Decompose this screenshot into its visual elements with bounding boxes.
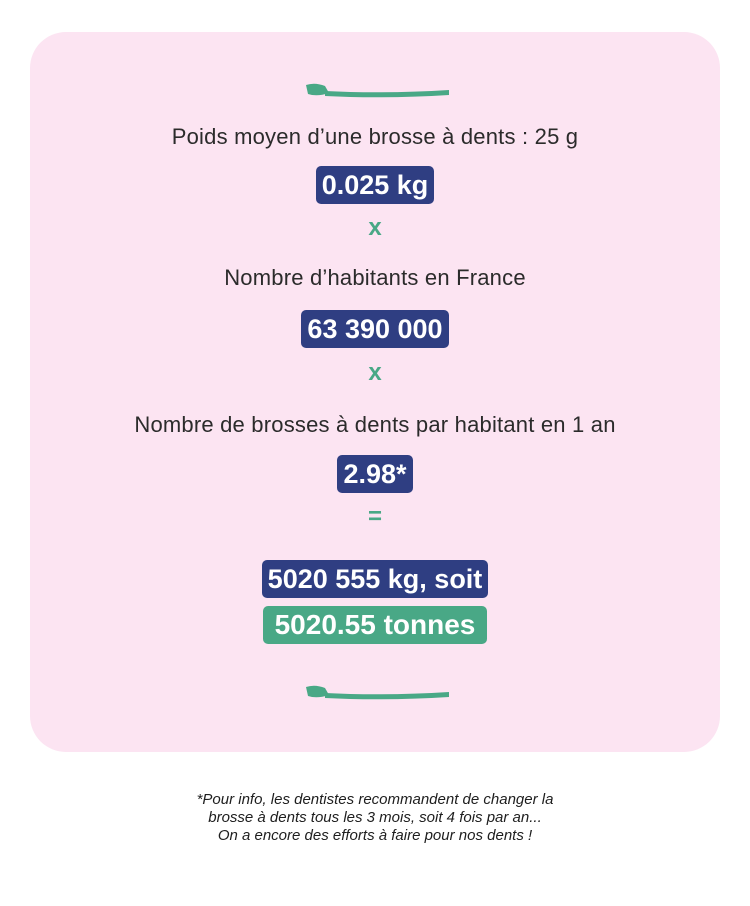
result-tonnes: 5020.55 tonnes <box>263 606 488 644</box>
footnote-line-3: On a encore des efforts à faire pour nos dents ! <box>217 827 533 844</box>
step1-value: 0.025 kg <box>316 166 435 204</box>
result-kg-row <box>0 560 750 598</box>
footnote-line-1: *Pour info, les dentistes recommandent de changer la <box>196 791 554 808</box>
step3-value: 2.98* <box>337 455 412 493</box>
step1-label: Poids moyen d’une brosse à dents : 25 g <box>171 124 579 149</box>
equals-operator: = <box>367 503 382 530</box>
step2-value: 63 390 000 <box>301 310 448 348</box>
step2-value-row <box>0 310 750 348</box>
step3-label: Nombre de brosses à dents par habitant en 1 an <box>134 412 616 437</box>
footnote <box>0 791 750 845</box>
result-kg: 5020 555 kg, soit <box>262 560 489 598</box>
multiply-operator-1: x <box>368 214 382 241</box>
step2-label: Nombre d’habitants en France <box>224 265 526 290</box>
result-tonnes-row <box>0 606 750 644</box>
multiply-operator-2: x <box>368 359 382 386</box>
toothbrush-icon-bottom <box>303 682 451 702</box>
step3-value-row <box>0 455 750 493</box>
toothbrush-icon <box>303 80 451 100</box>
step1-value-row <box>0 166 750 204</box>
footnote-line-2: brosse à dents tous les 3 mois, soit 4 fois par an... <box>208 809 542 826</box>
